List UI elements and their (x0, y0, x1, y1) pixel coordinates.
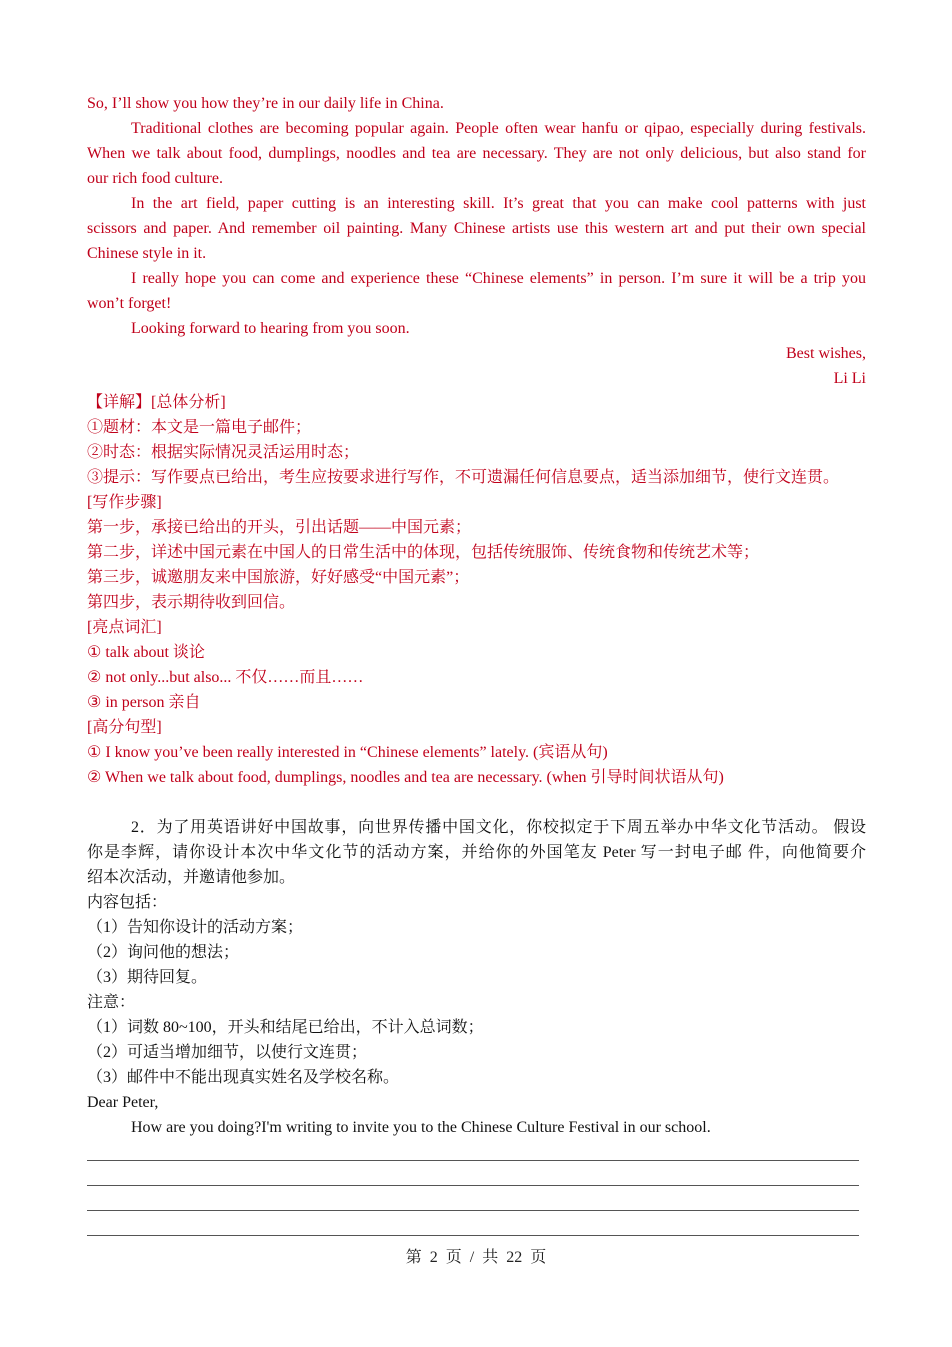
page-footer: 第 2 页 / 共 22 页 (405, 1249, 547, 1266)
question-line: 你是李辉，请你设计本次中华文化节的活动方案，并给你的外国笔友 Peter 写一封电子邮 件，向他简要介 (87, 844, 866, 861)
analysis-heading: 【详解】[总体分析] (87, 394, 226, 411)
question-line: 内容包括： (87, 894, 168, 911)
letter-line: won’t forget! (87, 295, 172, 312)
analysis-line: ③ in person 亲自 (87, 694, 201, 711)
question-line: （1）词数 80~100，开头和结尾已给出，不计入总词数； (87, 1019, 484, 1036)
analysis-line: ③提示：写作要点已给出，考生应按要求进行写作，不可遗漏任何信息要点，适当添加细节，使行文连贯。 (87, 469, 840, 486)
analysis-line: ② When we talk about food, dumplings, noodles and tea are necessary. (when 引导时间状语从句) (87, 769, 724, 786)
letter-line: our rich food culture. (87, 170, 223, 187)
question-line: （3）邮件中不能出现真实姓名及学校名称。 (87, 1069, 400, 1086)
letter-opening: How are you doing?I'm writing to invite you to the Chinese Culture Festival in our school. (131, 1119, 711, 1136)
analysis-line: ①题材：本文是一篇电子邮件； (87, 419, 312, 436)
answer-line (87, 1160, 859, 1161)
letter-salutation: Dear Peter, (87, 1094, 159, 1111)
question-line: （1）告知你设计的活动方案； (87, 919, 304, 936)
letter-signature: Li Li (833, 370, 866, 387)
analysis-line: 第二步，详述中国元素在中国人的日常生活中的体现，包括传统服饰、传统食物和传统艺术等； (87, 544, 760, 561)
question-line: （2）询问他的想法； (87, 944, 240, 961)
letter-line: I really hope you can come and experience these “Chinese elements” in person. I’m sure it will be a trip you (131, 270, 866, 287)
analysis-subheading: [高分句型] (87, 719, 162, 736)
letter-line: When we talk about food, dumplings, noodles and tea are necessary. They are not only delicious, but also stand for (87, 145, 866, 162)
answer-line (87, 1235, 859, 1236)
answer-line (87, 1185, 859, 1186)
letter-line: In the art field, paper cutting is an interesting skill. It’s great that you can make cool patterns with just (131, 195, 866, 212)
analysis-line: ②时态：根据实际情况灵活运用时态； (87, 444, 360, 461)
letter-line: So, I’ll show you how they’re in our daily life in China. (87, 95, 444, 112)
question-line: 绍本次活动，并邀请他参加。 (87, 869, 296, 886)
analysis-line: 第一步，承接已给出的开头，引出话题——中国元素； (87, 519, 472, 536)
analysis-subheading: [写作步骤] (87, 494, 162, 511)
answer-line (87, 1210, 859, 1211)
letter-closing: Best wishes, (786, 345, 866, 362)
letter-line: Traditional clothes are becoming popular again. People often wear hanfu or qipao, especially during festivals. (131, 120, 866, 137)
letter-line: Chinese style in it. (87, 245, 207, 262)
analysis-line: ① talk about 谈论 (87, 644, 205, 661)
analysis-line: 第四步，表示期待收到回信。 (87, 594, 296, 611)
question-line: （2）可适当增加细节，以使行文连贯； (87, 1044, 368, 1061)
analysis-line: ② not only...but also... 不仅……而且…… (87, 669, 364, 686)
question-line: 2．为了用英语讲好中国故事，向世界传播中国文化，你校拟定于下周五举办中华文化节活动。 假设 (131, 819, 866, 836)
letter-line: Looking forward to hearing from you soon. (131, 320, 410, 337)
question-line: （3）期待回复。 (87, 969, 208, 986)
analysis-line: ① I know you’ve been really interested in “Chinese elements” lately. (宾语从句) (87, 744, 608, 761)
letter-line: scissors and paper. And remember oil painting. Many Chinese artists use this western art and put their own special (87, 220, 866, 237)
analysis-line: 第三步，诚邀朋友来中国旅游，好好感受“中国元素”； (87, 569, 470, 586)
analysis-subheading: [亮点词汇] (87, 619, 162, 636)
question-line: 注意： (87, 994, 136, 1011)
